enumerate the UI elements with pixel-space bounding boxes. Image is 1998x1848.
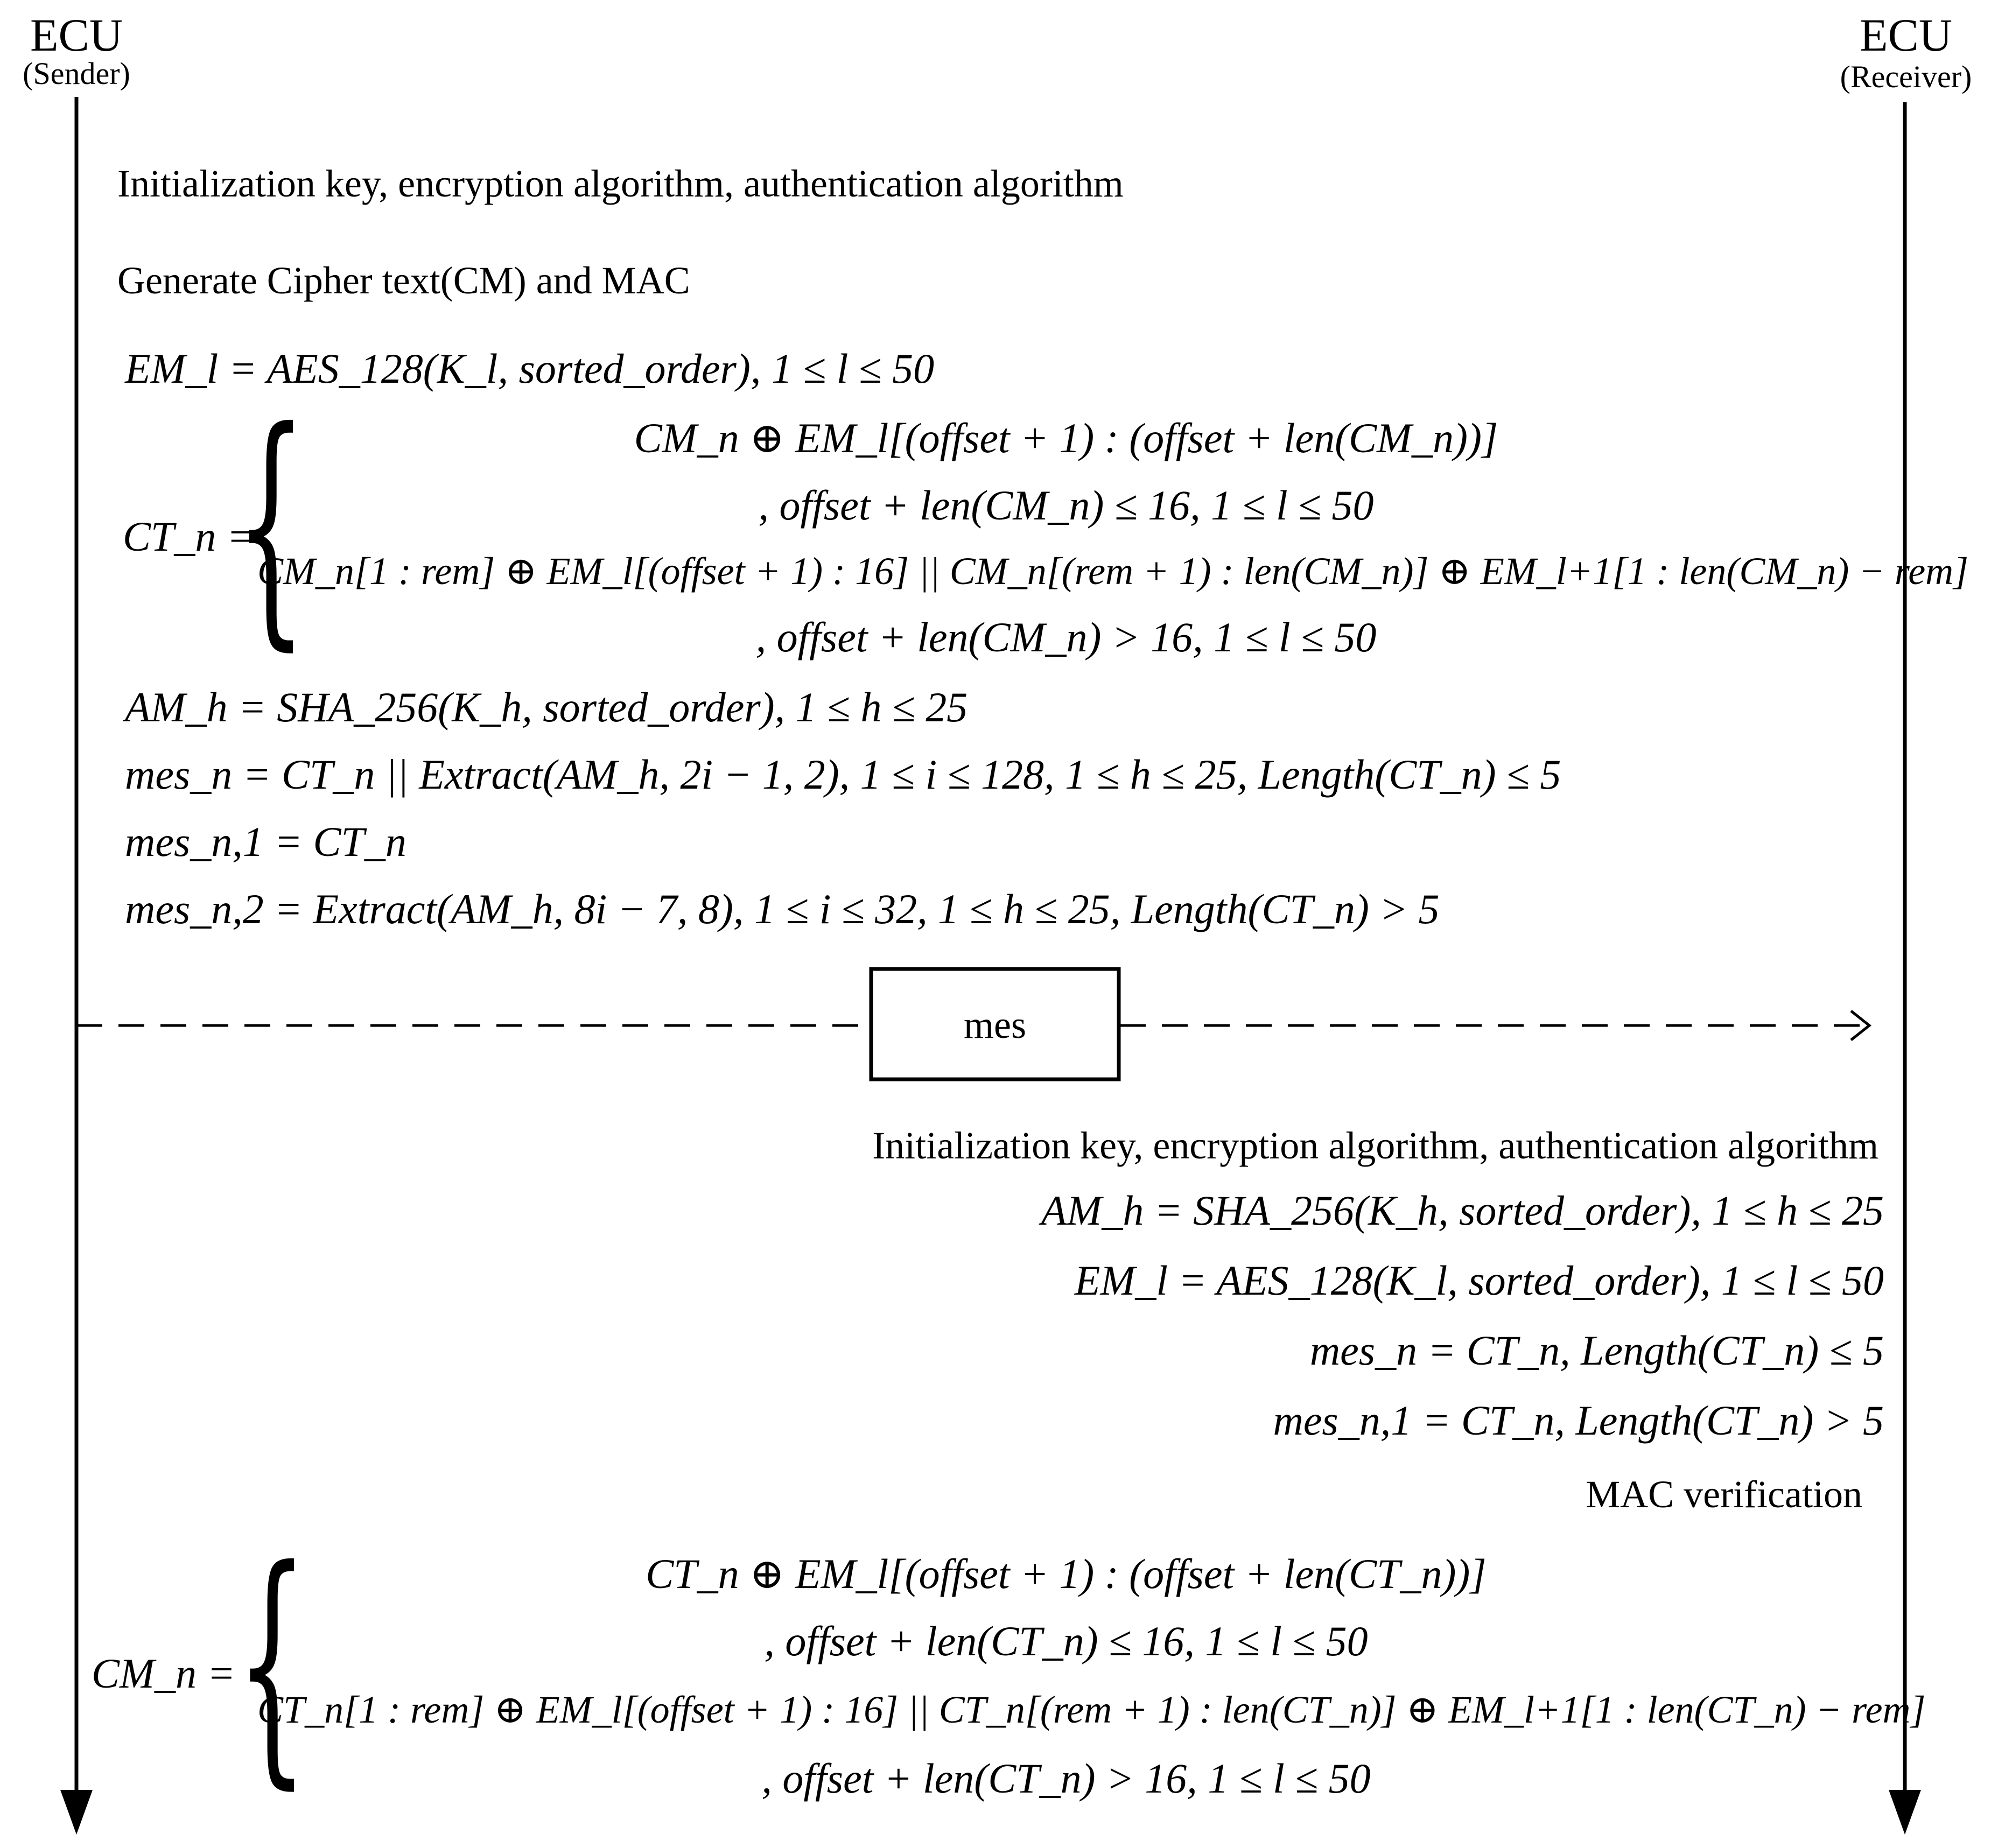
receiver-cm-brace: { [236,1516,309,1810]
receiver-role: (Receiver) [1840,59,1972,94]
sender-mes1-equation: mes_n,1 = CT_n [125,818,406,865]
sender-ct-brace: { [235,377,307,672]
receiver-cm-lhs: CM_n = [92,1650,236,1697]
receiver-title: ECU [1860,9,1952,61]
receiver-lifeline-arrowhead [1889,1790,1921,1835]
sender-role: (Sender) [23,56,130,91]
sender-lifeline-arrowhead [60,1790,93,1835]
sender-ct-case2-cond: , offset + len(CM_n) > 16, 1 ≤ l ≤ 50 [755,614,1377,660]
sender-mes-equation: mes_n = CT_n || Extract(AM_h, 2i − 1, 2), 1 ≤ i ≤ 128, 1 ≤ h ≤ 25, Length(CT_n) ≤ 5 [125,751,1561,798]
receiver-mac-text: MAC verification [1586,1473,1862,1516]
receiver-init-text: Initialization key, encryption algorithm, authentication algorithm [872,1124,1878,1167]
sender-ct-lhs: CT_n = [123,513,255,560]
sender-am-equation: AM_h = SHA_256(K_h, sorted_order), 1 ≤ h ≤ 25 [125,684,968,730]
sender-mes2-equation: mes_n,2 = Extract(AM_h, 8i − 7, 8), 1 ≤ i ≤ 32, 1 ≤ h ≤ 25, Length(CT_n) > 5 [125,886,1440,932]
receiver-em-equation: EM_l = AES_128(K_l, sorted_order), 1 ≤ l ≤ 50 [1074,1257,1884,1304]
receiver-cm-case2-cond: , offset + len(CT_n) > 16, 1 ≤ l ≤ 50 [761,1755,1371,1802]
message-label: mes [964,1003,1026,1046]
sender-ct-case1-cond: , offset + len(CM_n) ≤ 16, 1 ≤ l ≤ 50 [758,482,1374,529]
sender-em-equation: EM_l = AES_128(K_l, sorted_order), 1 ≤ l ≤ 50 [125,345,935,392]
receiver-am-equation: AM_h = SHA_256(K_h, sorted_order), 1 ≤ h ≤ 25 [1041,1187,1884,1234]
sender-generate-text: Generate Cipher text(CM) and MAC [117,259,690,302]
receiver-mes1-equation: mes_n,1 = CT_n, Length(CT_n) > 5 [1273,1397,1884,1444]
receiver-cm-case1-cond: , offset + len(CT_n) ≤ 16, 1 ≤ l ≤ 50 [764,1618,1368,1664]
sender-ct-case1: CM_n ⊕ EM_l[(offset + 1) : (offset + len(CM_n))] [634,414,1498,461]
sender-init-text: Initialization key, encryption algorithm, authentication algorithm [117,162,1124,205]
receiver-cm-case1: CT_n ⊕ EM_l[(offset + 1) : (offset + len(CT_n))] [646,1550,1487,1597]
receiver-cm-case2: CT_n[1 : rem] ⊕ EM_l[(offset + 1) : 16] || CT_n[(rem + 1) : len(CT_n)] ⊕ EM_l+1[1 : len(CT_n) − rem] [257,1688,1926,1731]
sender-ct-case2: CM_n[1 : rem] ⊕ EM_l[(offset + 1) : 16] || CM_n[(rem + 1) : len(CM_n)] ⊕ EM_l+1[1 : len(CM_n) − rem] [257,550,1969,593]
receiver-mes-equation: mes_n = CT_n, Length(CT_n) ≤ 5 [1309,1327,1884,1374]
sender-title: ECU [30,9,123,61]
